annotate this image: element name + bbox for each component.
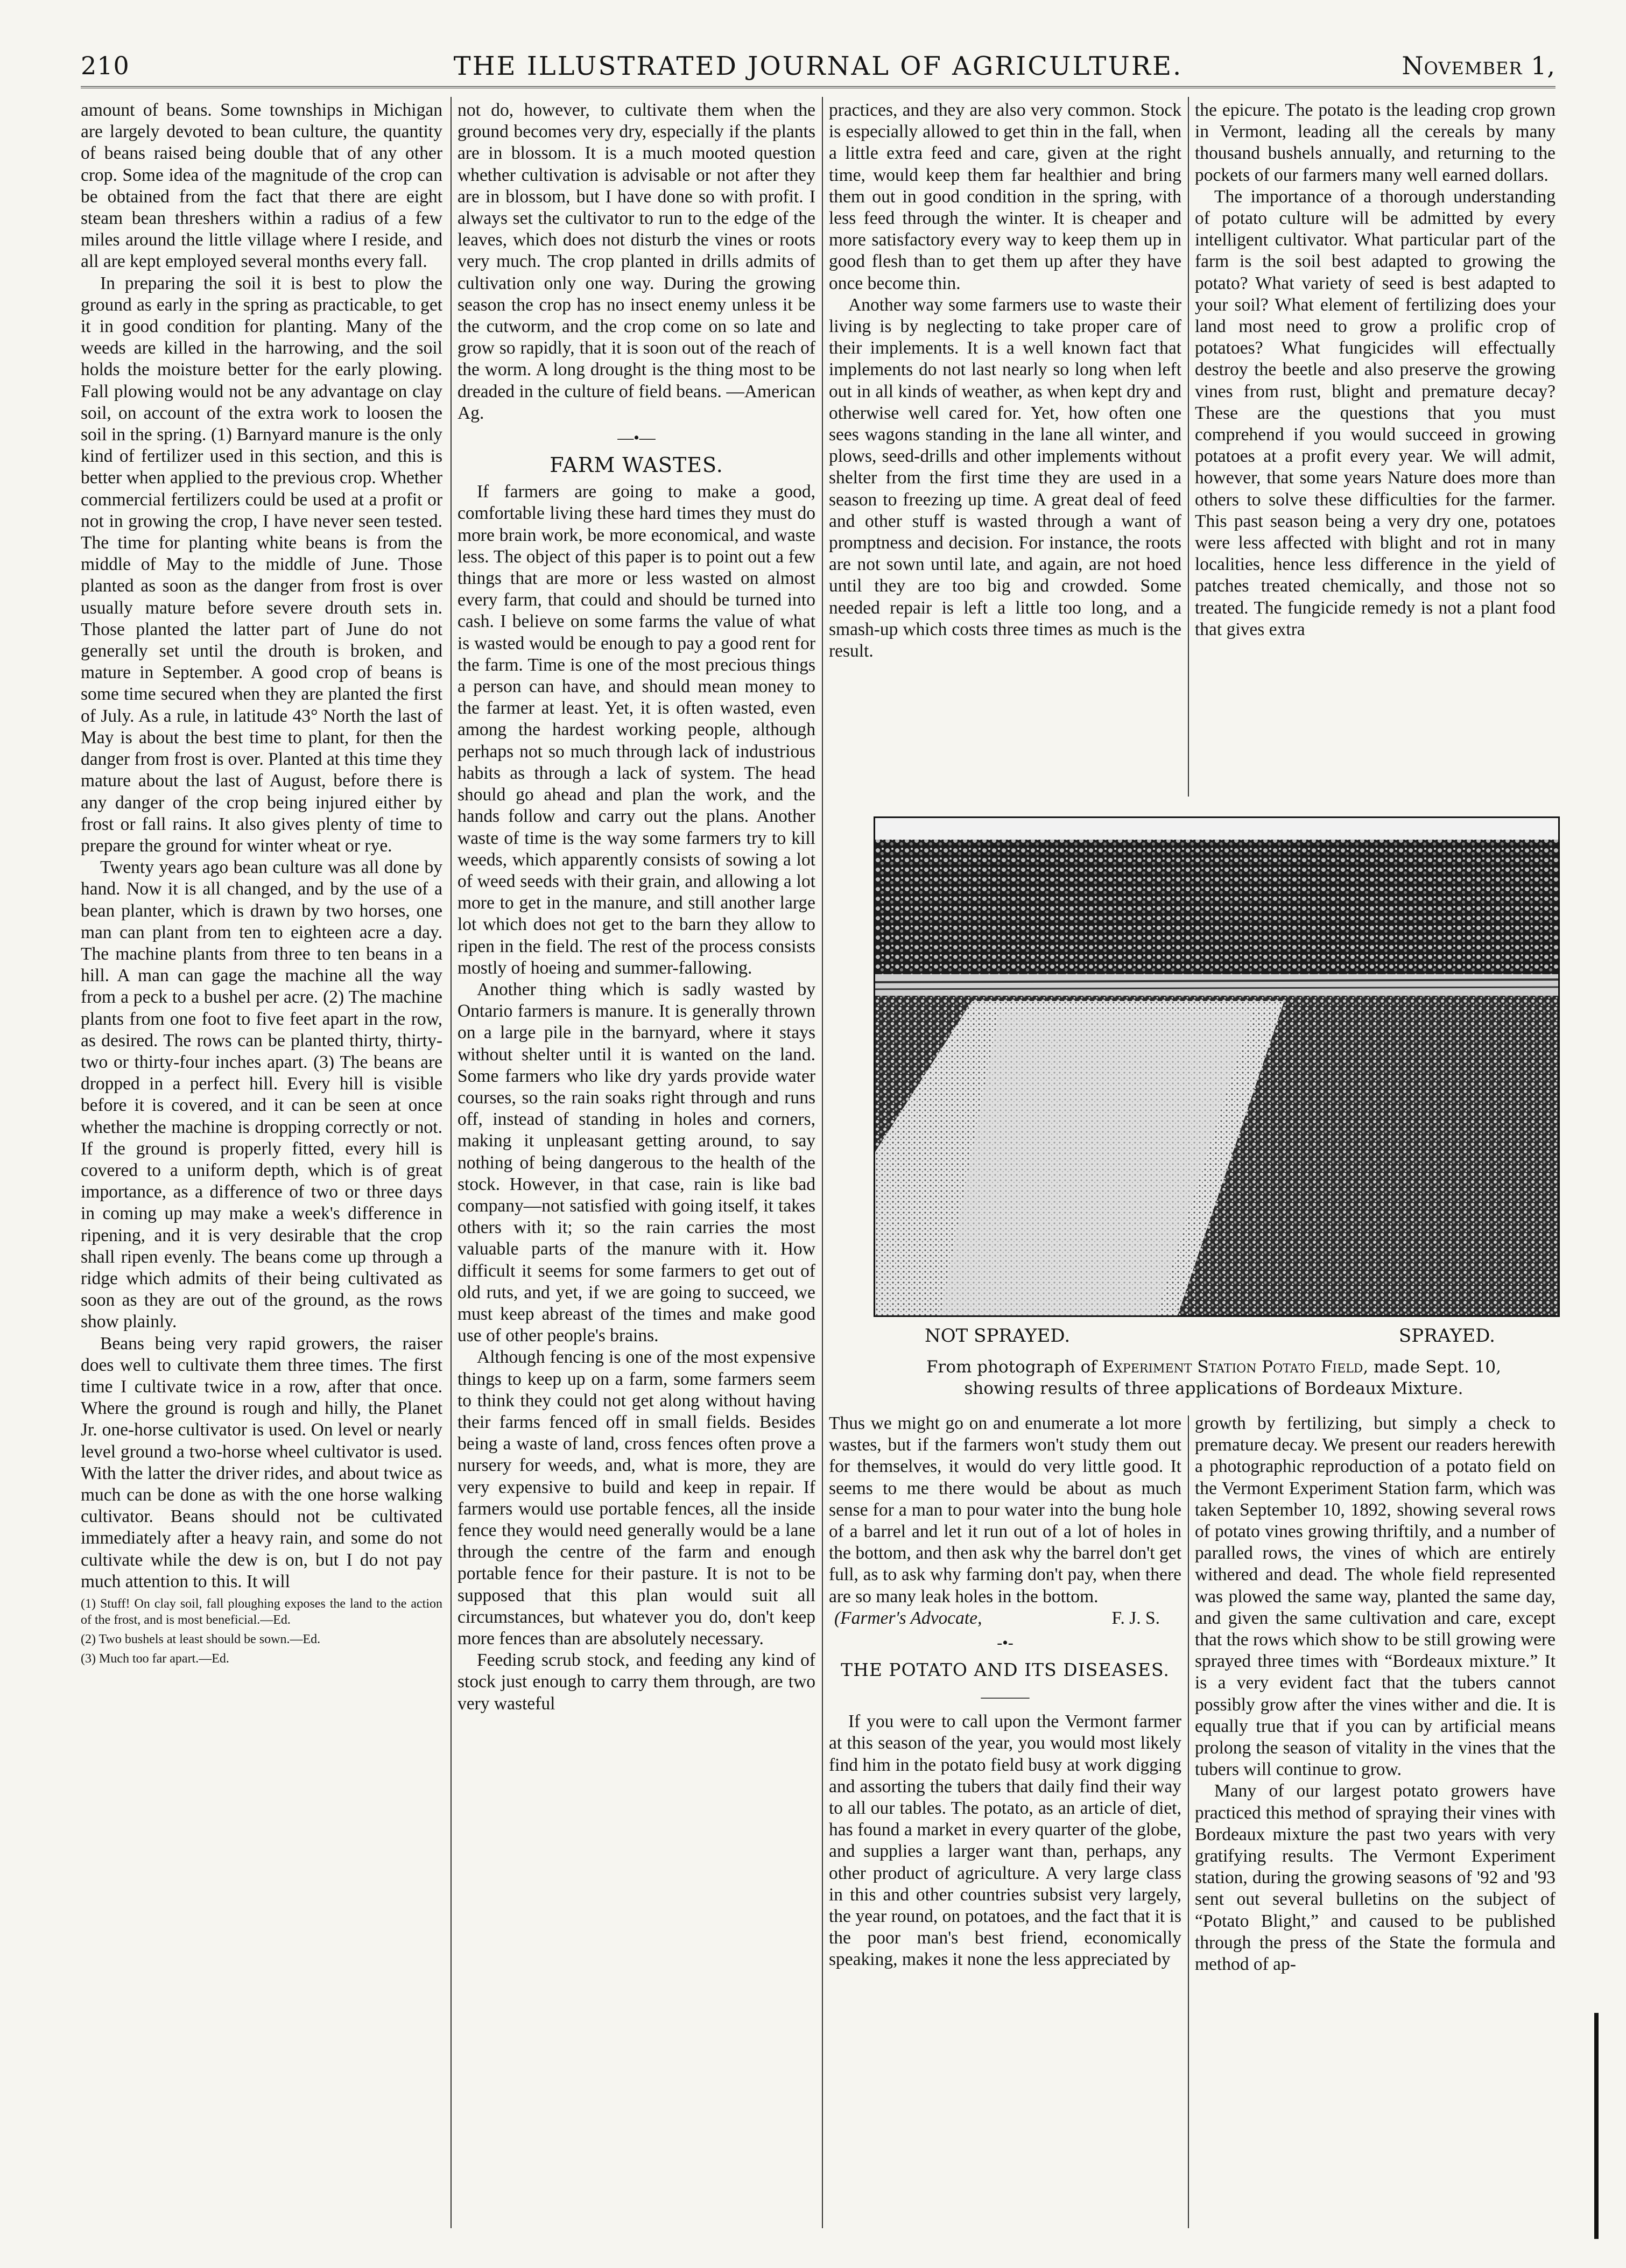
column-rule <box>1188 1415 1189 2228</box>
column-rule <box>451 97 452 2228</box>
paragraph: Beans being very rapid growers, the raiser does well to cultivate them three times. The first time I cultivate twice in a row, after that once. Where the ground is rough and hilly, the Planet Jr. one-horse cultivator is used. On level or nearly level ground a two-horse wheel cultivator is used. With the latter the driver rides, and about twice as much can be done as with the one horse walking cultivator. Beans should not be cultivated immediately after a heavy rain, and some do not cultivate while the dew is on, but I do not pay much attention to this. It will <box>81 1333 442 1591</box>
column-2 <box>457 100 815 1715</box>
footnote: (2) Two bushels at least should be sown.—Ed. <box>81 1632 321 1647</box>
paragraph: the epicure. The potato is the leading crop grown in Vermont, leading all the cereals by many thousand bushels annually, and returning to the pockets of our farmers many well earned dollars. <box>1195 100 1555 185</box>
credit-date: made Sept. 10, <box>1374 1357 1501 1377</box>
paragraph: growth by fertilizing, but simply a check to premature decay. We present our readers herewith a photographic reproduction of a potato field on the Vermont Experiment Station farm, which was taken September 10, 1892, showing several rows of potato vines growing thriftily, and a number of paralled rows, the vines of which are entirely withered and dead. The whole field represented was plowed the same way, planted the same day, and given the same cultivation and care, except that the rows which show to be still growing were sprayed three times with “Bordeaux mixture.” It is a very evident fact that the tubers cannot possibly grow after the vines wither and die. It is equally true that if you can by artificial means prolong the season of vitality in the vines that the tubers will continue to grow. <box>1195 1413 1555 1780</box>
footnote: (1) Stuff! On clay soil, fall ploughing exposes the land to the action of the frost, and is most beneficial.—Ed. <box>81 1597 442 1628</box>
figure-credit <box>840 1356 1588 1399</box>
paragraph: Twenty years ago bean culture was all done by hand. Now it is all changed, and by the use of a bean planter, which is drawn by two horses, one man can plant from ten to eighteen acre a day. The machine plants from three to ten beans in a hill. A man can gage the machine all the way from a peck to a bushel per acre. (2) The machine plants from one foot to five feet apart in the row, as desired. The rows can be planted thirty, thirty-two or thirty-four inches apart. (3) The beans are dropped in a perfect hill. Every hill is visible before it is covered, and it can be seen at once whether the machine is dropping correctly or not. If the ground is properly fitted, every hill is covered to a uniform depth, which is of great importance, as a difference of two or three days in coming up may make a week's difference in ripening, and it is very desirable that the crop shall ripen evenly. The beans come up through a ridge which admits of their being cultivated as soon as they are out of the ground, as the rows show plainly. <box>81 857 442 1332</box>
caption-not-sprayed: NOT SPRAYED. <box>925 1325 1071 1347</box>
signature-source: (Farmer's Advocate, <box>834 1608 982 1628</box>
paragraph: Another way some farmers use to waste their living is by neglecting to take proper care of their implements. It is a well known fact that implements do not last nearly so long when left out in all kinds of weather, as when kept dry and otherwise well cared for. Yet, how often one sees wagons standing in the lane all winter, and plows, seed-drills and other implements without shelter from the first time they are used in a season to freezing up time. A great deal of feed and other stuff is wasted through a want of promptness and decision. For instance, the roots are not sown until late, and again, are not hoed until they are too big and crowded. Some needed repair is left a little too long, and a smash-up which costs three times as much is the result. <box>829 294 1181 661</box>
credit-line-2: showing results of three applications of Bordeaux Mixture. <box>964 1379 1463 1398</box>
paragraph: The importance of a thorough understanding of potato culture will be admitted by every intelligent cultivator. What particular part of the farm is the soil best adapted to growing the potato? What variety of seed is best adapted to your soil? What element of fertilizing does your land most need to grow a prolific crop of potatoes? What fungicides will effectually destroy the beetle and also preserve the growing vines from rust, blight and premature decay? These are the questions that you must comprehend if you would succeed in growing potatoes at a profit every year. We will admit, however, that some years Nature does more than others to solve these difficulties for the farmer. This past season being a very dry one, potatoes were less affected with blight and rot in many localities, hence less difference in the yield of patches treated chemically, and those not so treated. The fungicide remedy is not a plant food that gives extra <box>1195 186 1555 639</box>
column-3-top <box>829 100 1181 662</box>
section-ornament: -•- <box>997 1634 1013 1652</box>
section-title-potato-diseases: THE POTATO AND ITS DISEASES. <box>841 1659 1170 1681</box>
paragraph: not do, however, to cultivate them when the ground becomes very dry, especially if the plants are in blossom. It is a much mooted question whether cultivation is advisable or not after they are in blossom, but I have done so with profit. I always set the cultivator to run to the edge of the leaves, which does not disturb the vines or roots very much. The crop planted in drills admits of cultivation only one way. During the growing season the crop has no insect enemy unless it be the cutworm, and the crop come on so late and grow so rapidly, that it is soon out of the reach of the worm. A long drought is the thing most to be dreaded in the culture of field beans. —American Ag. <box>457 100 815 423</box>
paragraph: If farmers are going to make a good, comfortable living these hard times they must do more brain work, be more economical, and waste less. The object of this paper is to point out a few things that are more or less wasted on almost every farm, that could and should be turned into cash. I believe on some farms the value of what is wasted would be enough to pay a good rent for the farm. Time is one of the most precious things a person can have, and should mean money to the farmer at least. Yet, it is often wasted, even among the hardest working people, although perhaps not so much through lack of industrious habits as through a lack of system. The head should go ahead and plan the work, and the hands follow and carry out the plans. Another waste of time is the way some farmers try to kill weeds, which apparently consists of sowing a lot of weed seeds with their grain, and allowing a lot more to get in the manure, and still another large lot which does not get to the barn they allow to ripen in the field. The rest of the process consists mostly of hoeing and summer-fallowing. <box>457 482 815 978</box>
column-rule <box>822 97 823 2228</box>
column-rule <box>1188 97 1189 797</box>
page-number: 210 <box>81 51 130 80</box>
paragraph: Although fencing is one of the most expensive things to keep up on a farm, some farmers seem to think they could not get along without having their farms fenced off in small fields. Besides being a waste of land, cross fences often prove a nursery for weeds, and, what is more, they are very expensive to build and keep in repair. If farmers would use portable fences, all the inside fence they would need generally would be a lane through the centre of the farm and enough portable fence for their pasture. It is not to be supposed that this plan would suit all circumstances, but whatever you do, don't keep more fences than are absolutely necessary. <box>457 1347 815 1649</box>
field-photo-illustration <box>875 818 1560 1317</box>
paragraph: Another thing which is sadly wasted by Ontario farmers is manure. It is generally thrown on a large pile in the barnyard, where it stays without shelter until it is wanted on the land. Some farmers who like dry yards provide water courses, so the rain soaks right through and runs off, instead of standing in holes and corners, making it unpleasant getting around, to say nothing of being dangerous to the health of the stock. However, in that case, rain is like bad company—not satisfied with going itself, it takes others with it; so the rain carries the most valuable parts of the manure with it. How difficult it seems for some farmers to get out of old ruts, and yet, if we are going to succeed, we must keep abreast of the times and make good use of other people's brains. <box>457 979 815 1346</box>
paragraph: Thus we might go on and enumerate a lot more wastes, but if the farmers won't study them out for themselves, it would do very little good. It seems to me there would be about as much sense for a man to pour water into the bung hole of a barrel and let it run out of a lot of holes in the bottom, and then ask why the barrel don't get full, as to ask why farming don't pay, when there are so many leak holes in the bottom. <box>829 1413 1181 1607</box>
column-1 <box>81 100 442 1667</box>
signature <box>829 1608 1181 1629</box>
margin-bar <box>1594 2013 1599 2239</box>
credit-station: Experiment Station Potato Field, <box>1102 1357 1369 1377</box>
signature-initials: F. J. S. <box>1111 1608 1160 1628</box>
paragraph: Feeding scrub stock, and feeding any kind of stock just enough to carry them through, are two very wasteful <box>457 1650 815 1714</box>
paragraph: practices, and they are also very common. Stock is especially allowed to get thin in the fall, when a little extra feed and care, given at the right time, would keep them far healthier and bring them out in good condition in the spring, with less feed through the winter. It is cheaper and more satisfactory every way to keep them up in good flesh than to get them up after they have once become thin. <box>829 100 1181 293</box>
column-3-bottom <box>829 1413 1181 1971</box>
paragraph: If you were to call upon the Vermont farmer at this season of the year, you would most likely find him in the potato field busy at work digging and assorting the tubers that daily find their way to all our tables. The potato, as an article of diet, has found a market in every quarter of the globe, and supplies a larger want than, perhaps, any other product of agriculture. A very large class in this and other countries subsist very largely, the year round, on potatoes, and the fact that it is the poor man's best friend, economically speaking, makes it none the less appreciated by <box>829 1711 1181 1970</box>
column-4-top <box>1195 100 1555 640</box>
journal-title: THE ILLUSTRATED JOURNAL OF AGRICULTURE. <box>453 51 1183 81</box>
section-title-farm-wastes: FARM WASTES. <box>550 453 723 477</box>
header-rule <box>81 86 1555 88</box>
caption-sprayed: SPRAYED. <box>1398 1325 1495 1347</box>
footnote: (3) Much too far apart.—Ed. <box>81 1652 229 1666</box>
issue-date: November 1, <box>1402 51 1555 80</box>
paragraph: Many of our largest potato growers have practiced this method of spraying their vines with Bordeaux mixture the past two years with very gratifying results. The Vermont Experiment station, during the growing seasons of '92 and '93 sent out several bulletins on the subject of “Potato Blight,” and caused to be published through the press of the State the formula and method of ap- <box>1195 1781 1555 1975</box>
paragraph: In preparing the soil it is best to plow the ground as early in the spring as practicable, to get it in good condition for planting. Many of the weeds are killed in the harrowing, and the soil holds the moisture better for the early plowing. Fall plowing would not be any advantage on clay soil, on account of the extra work to loosen the soil in the spring. (1) Barnyard manure is the only kind of fertilizer used in this section, and this is better when applied to the previous crop. Whether commercial fertilizers could be used at a profit or not in growing the crop, I have never seen tested. The time for planting white beans is from the middle of May to the middle of June. Those planted as soon as the danger from frost is over usually mature before severe drouth sets in. Those planted the latter part of June do not generally set until the drouth is broken, and mature in September. A good crop of beans is some time secured when they are planted the first of July. As a rule, in latitude 43° North the last of May is about the best time to plant, for then the danger from frost is over. Planted at this time they mature about the last of August, before there is any danger of the crop being injured either by frost or fall rains. It also gives plenty of time to prepare the ground for winter wheat or rye. <box>81 273 442 856</box>
column-4-bottom <box>1195 1413 1555 1975</box>
potato-field-photograph <box>874 816 1560 1317</box>
section-divider: ――― <box>981 1688 1030 1706</box>
section-ornament: —•— <box>617 429 656 447</box>
paragraph: amount of beans. Some townships in Michigan are largely devoted to bean culture, the quantity of beans raised being double that of any other crop. Some idea of the magnitude of the crop can be obtained from the fact that there are eight steam bean threshers within a radius of a few miles around the little village where I reside, and all are kept employed several months every fall. <box>81 100 442 272</box>
credit-text: From photograph of <box>926 1357 1097 1377</box>
